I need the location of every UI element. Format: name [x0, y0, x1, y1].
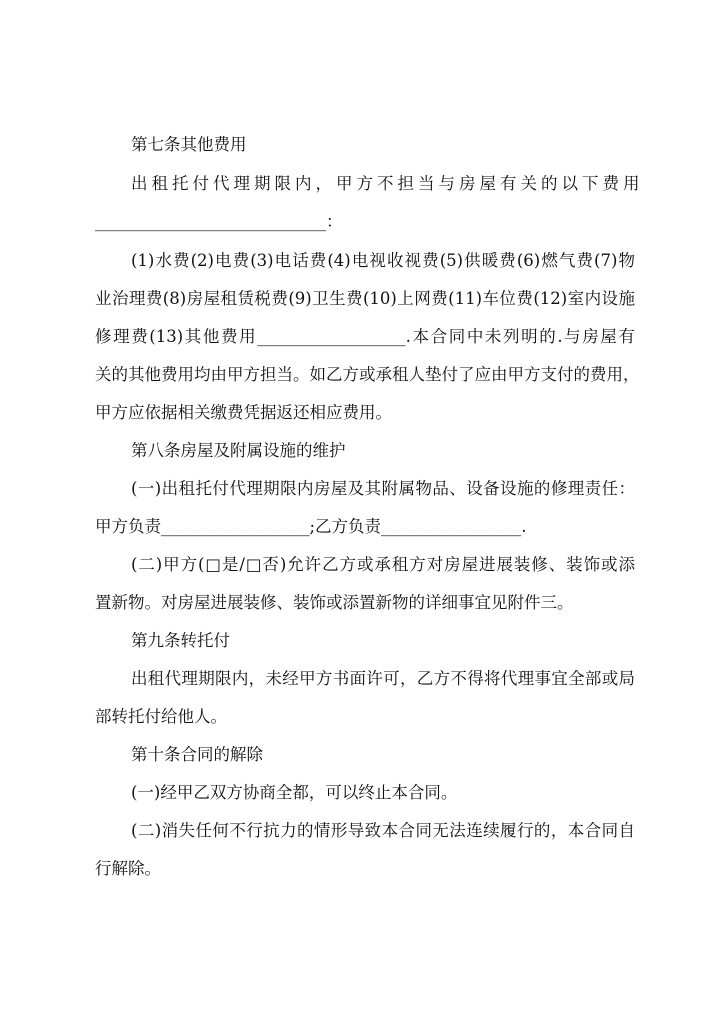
article-8-heading: 第八条房屋及附属设施的维护: [131, 441, 346, 460]
article-8-clause-2-line-2: 置新物。对房屋进展装修、装饰或添置新物的详细事宜见附件三。: [95, 593, 574, 612]
article-8-clause-2-line-1: (二)甲方(□是/□否)允许乙方或承租方对房屋进展装修、装饰或添: [131, 555, 635, 574]
article-8-clause-1-responsibility: 甲方负责__________________;乙方负责_________________.: [95, 517, 527, 536]
article-7-fees-line-2: 业治理费(8)房屋租赁税费(9)卫生费(10)上网费(11)车位费(12)室内设施: [95, 289, 635, 308]
article-7-fees-line-1: (1)水费(2)电费(3)电话费(4)电视收视费(5)供暖费(6)燃气费(7)物: [131, 251, 635, 270]
article-8-clause-1: (一)出租托付代理期限内房屋及其附属物品、设备设施的修理责任：: [131, 479, 635, 498]
article-7-fees-line-5: 甲方应依据相关缴费凭据返还相应费用。: [95, 403, 392, 422]
article-7-heading: 第七条其他费用: [131, 135, 247, 154]
article-9-text-line-2: 部转托付给他人。: [95, 707, 227, 726]
article-9-text-line-1: 出租代理期限内，未经甲方书面许可，乙方不得将代理事宜全部或局: [131, 669, 635, 688]
article-7-fees-line-4: 关的其他费用均由甲方担当。如乙方或承租人垫付了应由甲方支付的费用，: [95, 365, 640, 384]
article-10-clause-2-line-2: 行解除。: [95, 859, 161, 878]
article-7-text: 出租托付代理期限内，甲方不担当与房屋有关的以下费用: [131, 174, 644, 193]
article-10-clause-1: (一)经甲乙双方协商全都，可以终止本合同。: [131, 783, 458, 802]
article-9-heading: 第九条转托付: [131, 631, 230, 650]
article-10-clause-2-line-1: (二)消失任何不行抗力的情形导致本合同无法连续履行的，本合同自: [131, 821, 635, 840]
article-10-heading: 第十条合同的解除: [131, 745, 263, 764]
article-7-fees-line-3: 修理费(13)其他费用__________________.本合同中未列明的.与房屋有: [95, 327, 635, 346]
article-7-blank: ____________________________：: [95, 212, 343, 231]
